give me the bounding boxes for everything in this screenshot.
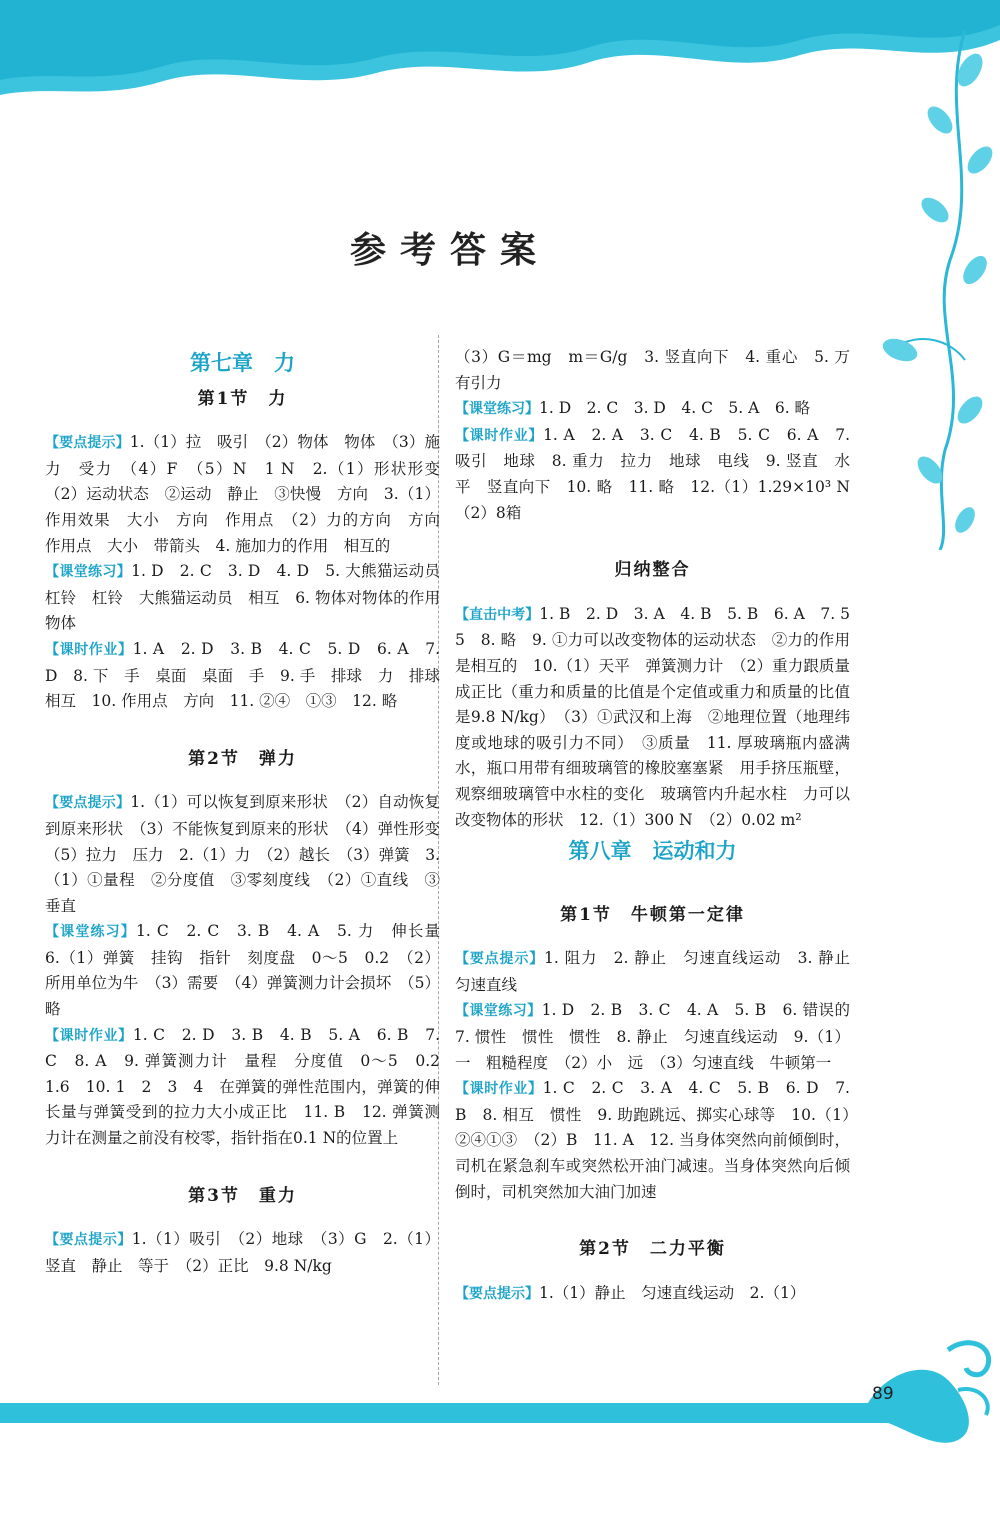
answer-text: 1.（1）吸引 （2）地球 （3）G 2.（1）竖直 静止 等于 （2）正比 9.8 N/kg (45, 1230, 440, 1275)
answer-paragraph (455, 998, 866, 1076)
answer-paragraph (45, 919, 456, 1022)
answer-paragraph (455, 345, 850, 396)
answer-paragraph (455, 602, 866, 833)
answer-paragraph (45, 1023, 456, 1152)
answer-tag: 【要点提示】 (45, 1232, 132, 1249)
answer-paragraph (455, 423, 866, 526)
answer-tag: 【要点提示】 (45, 795, 131, 812)
page-number: 89 (872, 1384, 894, 1404)
answer-paragraph (45, 637, 456, 715)
answer-tag: 【课时作业】 (455, 1081, 543, 1098)
answer-text: 1. B 2. D 3. A 4. B 5. B 6. A 7. 5 5 8. 略 9. ①力可以改变物体的运动状态 ②力的作用是相互的 10.（1）天平 弹簧测力计 （2）重力跟质量成正比（重力和质量的比值是个定值或重力和质量的比值是9.8 N/kg） （3）①武汉和上海 ②地理位置（地理纬度或地球的吸引力不同） ③质量 11. 厚玻璃瓶内盛满水，瓶口用带有细玻璃管的橡胶塞塞紧 用手挤压瓶壁，观察细玻璃管中水柱的变化 玻璃管内升起水柱 力可以改变物体的形状 12.（1）300 N （2）0.02 m² (455, 604, 866, 829)
answer-paragraph (455, 1076, 850, 1205)
answer-text: 1. C 2. D 3. B 4. B 5. A 6. B 7. C 8. A 9. 弹簧测力计 量程 分度值 0～5 0.2 1.6 10. 1 2 3 4 在弹簧的弹性范围内，弹簧的伸长量与弹簧受到的拉力大小成正比 11. B 12. 弹簧测力计在测量之前没有校零，指针指在0.1 N的位置上 (45, 1025, 456, 1148)
answer-text: 1. C 2. C 3. B 4. A 5. 力 伸长量 6.（1）弹簧 挂钩 指针 刻度盘 0～5 0.2 （2）所用单位为牛 （3）需要 （4）弹簧测力计会损坏 （5）略 (45, 922, 456, 1019)
answer-text: 1. A 2. A 3. C 4. B 5. C 6. A 7. 吸引 地球 8. 重力 拉力 地球 电线 9. 竖直 水平 竖直向下 10. 略 11. 略 12.（1）1.29×10³ N （2）8箱 (455, 425, 866, 522)
bottom-bar (0, 1403, 830, 1423)
left-column (45, 345, 456, 1279)
answer-text: 1. D 2. C 3. D 4. C 5. A 6. 略 (539, 399, 811, 418)
answer-paragraph (45, 1227, 440, 1279)
answer-text: 1. D 2. C 3. D 4. D 5. 大熊猫运动员 杠铃 杠铃 大熊猫运动员 相互 6. 物体对物体的作用 物体 (45, 562, 456, 633)
answer-text: 1.（1）静止 匀速直线运动 2.（1） (539, 1283, 806, 1302)
answer-text: 1.（1）可以恢复到原来形状 （2）自动恢复到原来形状 （3）不能恢复到原来的形状 （4）弹性形变 （5）拉力 压力 2.（1）力 （2）越长 （3）弹簧 3.（1）①量程 ②分度值 ③零刻度线 （2）①直线 ③垂直 (45, 793, 456, 915)
answer-text: 1.（1）拉 吸引 （2）物体 物体 （3）施力 受力 （4）F （5）N 1 N 2.（1）形状形变 （2）运动状态 ②运动 静止 ③快慢 方向 3.（1）作用效果 大小 方向 作用点 （2）力的方向 方向 作用点 大小 带箭头 4. 施加力的作用 相互的 (45, 433, 456, 555)
page-number-ornament (828, 1330, 1000, 1450)
section-heading: 第3节 重力 (188, 1185, 297, 1206)
spacer (455, 526, 850, 548)
answer-text: （3）G＝mg m＝G/g 3. 竖直向下 4. 重心 5. 万有引力 (455, 348, 850, 392)
answer-paragraph (45, 430, 456, 559)
chapter-heading: 第八章 运动和力 (568, 839, 737, 864)
answer-tag: 【要点提示】 (455, 1285, 539, 1302)
page-title: 参考答案 (349, 229, 550, 271)
answer-tag: 【课时作业】 (455, 427, 544, 444)
spacer (45, 715, 440, 737)
answer-tag: 【课时作业】 (45, 641, 133, 658)
top-wave-banner (0, 0, 1000, 110)
answer-paragraph (45, 559, 456, 637)
answer-paragraph (455, 946, 866, 998)
right-column (455, 345, 866, 1307)
answer-tag: 【课堂练习】 (455, 401, 539, 418)
chapter-heading: 第七章 力 (190, 351, 295, 375)
vine-decoration (870, 30, 1000, 550)
answer-text: 1. A 2. D 3. B 4. C 5. D 6. A 7. D 8. 下 手 桌面 桌面 手 9. 手 排球 力 排球 相互 10. 作用点 方向 11. ②④ ①③ 12. 略 (45, 639, 456, 711)
answer-tag: 【课堂练习】 (45, 564, 132, 581)
answer-tag: 【课时作业】 (45, 1027, 133, 1044)
answer-text: 1. C 2. C 3. A 4. C 5. B 6. D 7. B 8. 相互 惯性 9. 助跑跳远、掷实心球等 10.（1）②④①③ （2）B 11. A 12. 当身体突然向前倾倒时，司机在紧急刹车或突然松开油门减速。当身体突然向后倾倒时，司机突然加大油门加速 (455, 1079, 850, 1201)
section-heading: 第1节 牛顿第一定律 (560, 904, 745, 925)
answer-tag: 【直击中考】 (455, 606, 540, 623)
answer-text: 1. 阻力 2. 静止 匀速直线运动 3. 静止 匀速直线 (455, 949, 866, 994)
section-heading: 第2节 二力平衡 (579, 1239, 726, 1260)
answer-paragraph (455, 1281, 850, 1308)
section-heading: 归纳整合 (614, 560, 691, 581)
answer-tag: 【要点提示】 (45, 435, 130, 452)
spacer (455, 1205, 850, 1227)
section-heading: 第2节 弹力 (188, 748, 297, 769)
answer-paragraph (45, 790, 456, 919)
answer-tag: 【课堂练习】 (45, 924, 136, 941)
answer-tag: 【要点提示】 (455, 951, 545, 968)
answer-paragraph (455, 396, 850, 423)
answer-text: 1. D 2. B 3. C 4. A 5. B 6. 错误的 7. 惯性 惯性 惯性 8. 静止 匀速直线运动 9.（1）一 粗糙程度 （2）小 远 （3）匀速直线 牛顿第一 (455, 1001, 866, 1072)
spacer (45, 1152, 440, 1174)
section-heading: 第1节 力 (197, 388, 288, 409)
answer-tag: 【课堂练习】 (455, 1003, 542, 1020)
spacer (455, 871, 850, 893)
